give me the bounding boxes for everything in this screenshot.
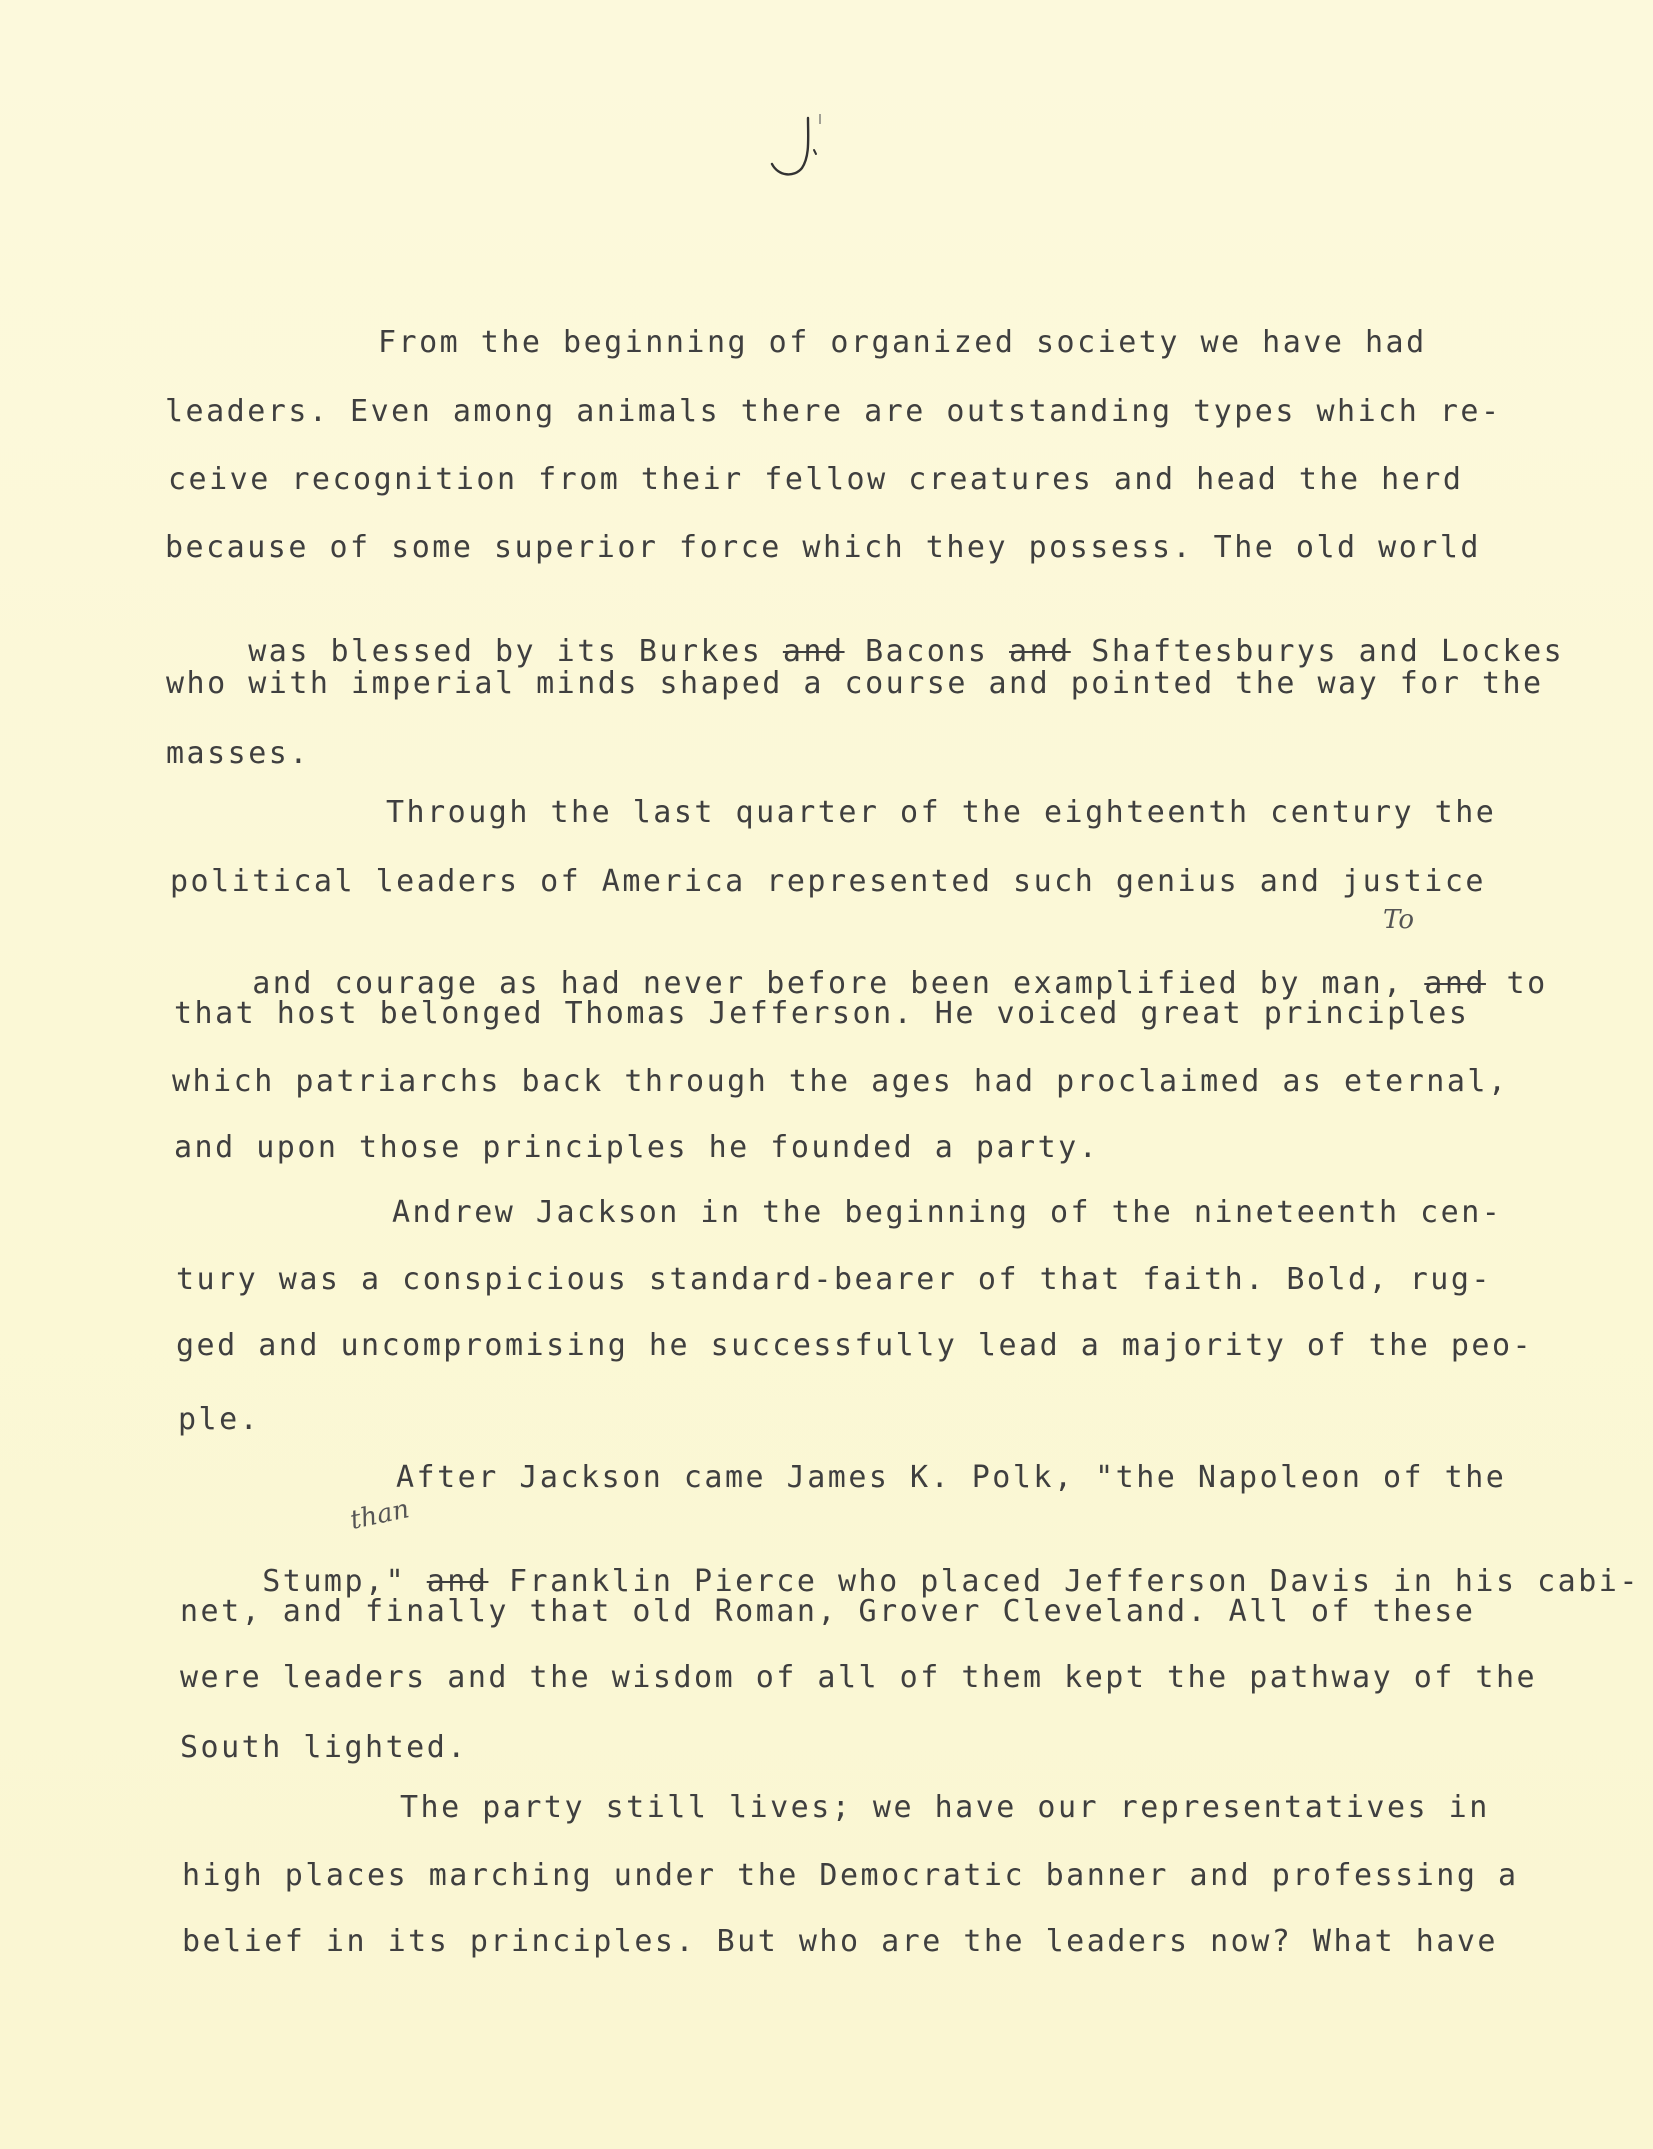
text-line: net, and finally that old Roman, Grover Cleveland. All of these [180, 1594, 1476, 1629]
struck-word: and [426, 1564, 489, 1599]
text-line: that host belonged Thomas Jefferson. He voiced great principles [174, 996, 1470, 1031]
text-span: Franklin Pierce who placed Jefferson Davis in his cabi- [509, 1564, 1640, 1599]
handwritten-insertion: To [1383, 905, 1414, 935]
text-line: The party still lives; we have our representatives in [400, 1790, 1490, 1825]
text-line: From the beginning of organized society we have had [378, 325, 1427, 360]
handwritten-page-mark [750, 110, 840, 180]
struck-word: and [782, 634, 845, 669]
text-line: South lighted. [180, 1730, 468, 1765]
text-line: Through the last quarter of the eighteenth century the [386, 795, 1497, 830]
text-line: and upon those principles he founded a party. [174, 1130, 1100, 1165]
text-span: Bacons [865, 634, 989, 669]
text-line: ple. [178, 1402, 261, 1437]
text-line: ged and uncompromising he successfully lead a majority of the peo- [176, 1328, 1534, 1363]
handwritten-insertion: than [347, 1494, 412, 1536]
struck-word: and [1009, 634, 1071, 669]
text-span: Stump," [262, 1564, 407, 1599]
text-span: to [1506, 966, 1548, 1001]
struck-word: and [1424, 966, 1486, 1001]
text-line: tury was a conspicious standard-bearer of that faith. Bold, rug- [176, 1262, 1492, 1297]
text-line: high places marching under the Democratic banner and professing a [182, 1858, 1519, 1893]
text-line: were leaders and the wisdom of all of them kept the pathway of the [180, 1660, 1538, 1695]
text-line: ceive recognition from their fellow creatures and head the herd [168, 462, 1464, 497]
text-span: Shaftesburys and Lockes [1091, 634, 1565, 669]
text-line: After Jackson came James K. Polk, "the Napoleon of the [396, 1460, 1507, 1495]
text-line: political leaders of America represented such genius and justice [170, 864, 1486, 899]
text-line: belief in its principles. But who are the leaders now? What have [182, 1924, 1498, 1959]
text-line: leaders. Even among animals there are outstanding types which re- [165, 394, 1502, 429]
text-span: was blessed by its Burkes [248, 634, 763, 669]
text-line: who with imperial minds shaped a course and pointed the way for the [166, 666, 1544, 701]
text-span: and courage as had never before been examplified by man, [252, 966, 1404, 1001]
text-line: which patriarchs back through the ages had proclaimed as eternal, [172, 1064, 1509, 1099]
text-line: Andrew Jackson in the beginning of the nineteenth cen- [392, 1195, 1503, 1230]
text-line: masses. [166, 736, 310, 771]
text-line: because of some superior force which they possess. The old world [165, 530, 1481, 565]
